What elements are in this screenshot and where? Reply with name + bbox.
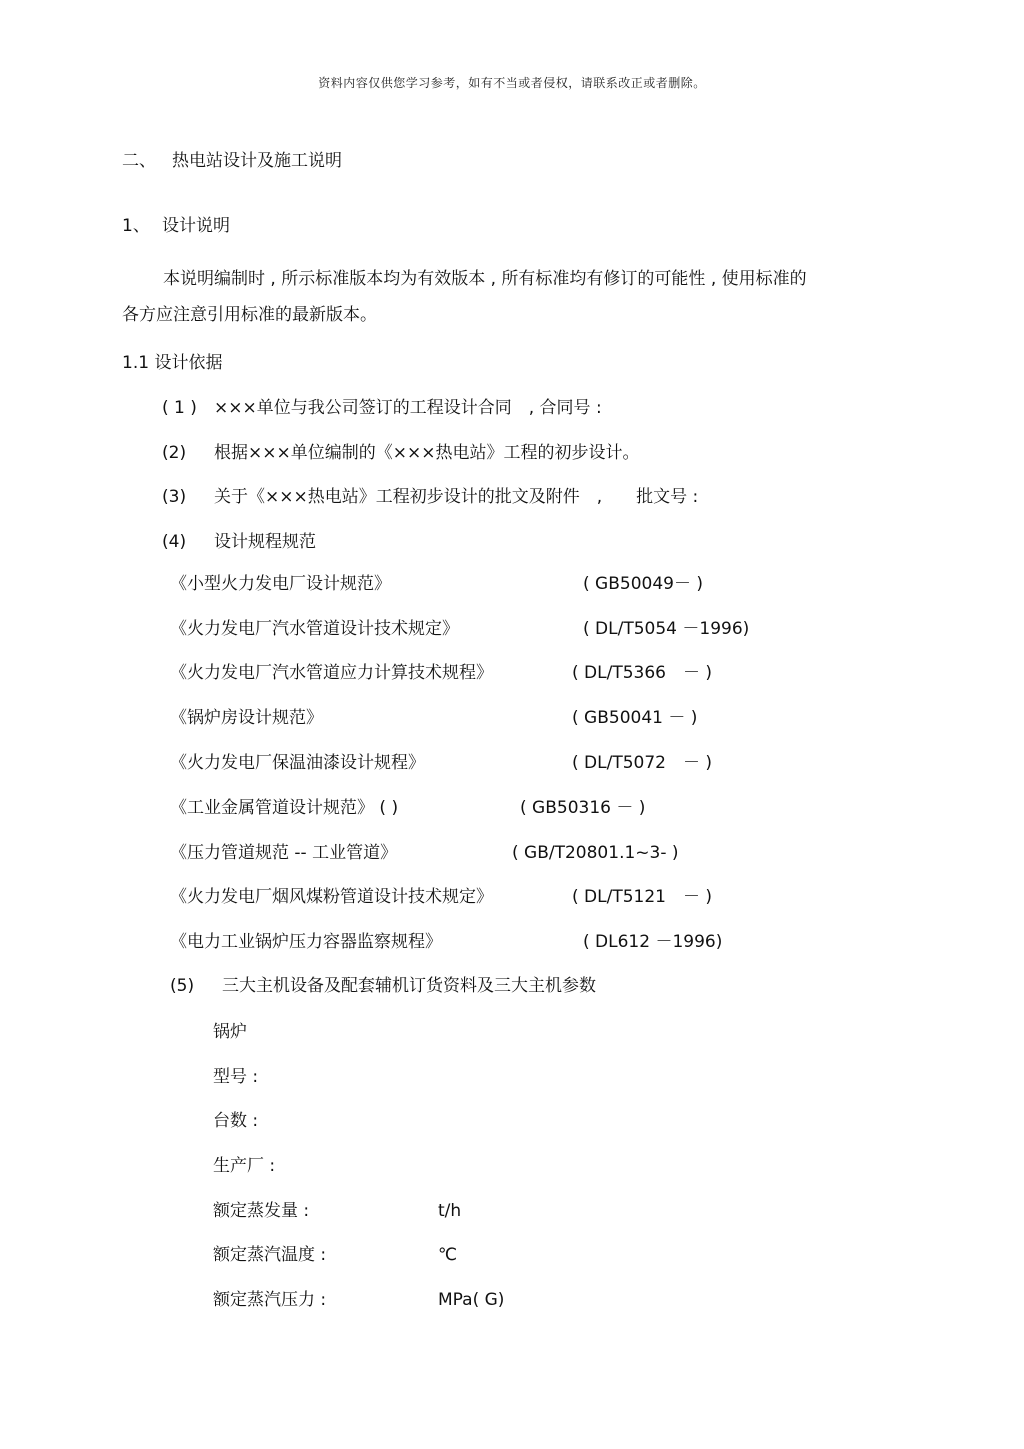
standard-code: ( GB50049－ ) [583,574,703,594]
standard-name: 《火力发电厂汽水管道设计技术规定》 [170,619,459,639]
standard-code: ( DL/T5054 －1996) [583,619,750,639]
standard-name: 《锅炉房设计规范》 [170,708,323,728]
subsection-number: 1、 [122,216,150,236]
param-label: 型号 : [213,1067,259,1087]
section-number: 二、 [122,151,156,171]
param-unit: MPa( G) [438,1290,505,1310]
section-title: 热电站设计及施工说明 [172,151,342,171]
param-label: 额定蒸发量 : [213,1201,310,1221]
intro-line-2: 各方应注意引用标准的最新版本。 [122,305,377,325]
subsection-title: 设计说明 [162,216,230,236]
basis-item [162,442,639,464]
copyright-note: 资料内容仅供您学习参考，如有不当或者侵权，请联系改正或者删除。 [318,76,706,90]
item-text: 设计规程规范 [214,532,316,552]
param-label: 生产厂 : [213,1156,276,1176]
standard-name: 《小型火力发电厂设计规范》 [170,574,391,594]
item-number: ( 1 ) [162,398,197,418]
item-number: (4) [162,532,187,552]
standard-name: 《压力管道规范 -- 工业管道》 [170,843,398,863]
standard-code: ( DL/T5072 － ) [572,753,713,773]
subsection-heading [122,215,230,237]
basis-item [162,531,316,553]
param-unit: ℃ [438,1245,458,1265]
standard-name: 《火力发电厂汽水管道应力计算技术规程》 [170,663,493,683]
boiler-title: 锅炉 [213,1022,247,1042]
param-label: 额定蒸汽压力 : [213,1290,327,1310]
item-number: (3) [162,487,187,507]
standard-code: ( DL/T5121 － ) [572,887,713,907]
standard-code: ( GB/T20801.1~3- ) [512,843,679,863]
standard-code: ( DL/T5366 － ) [572,663,713,683]
item-text: ×××单位与我公司签订的工程设计合同 , 合同号 : [214,398,602,418]
standard-code: ( DL612 －1996) [583,932,723,952]
param-label: 台数 : [213,1111,259,1131]
section-heading [122,150,342,172]
item-number: (2) [162,443,187,463]
basis-heading: 1.1 设计依据 [122,353,223,373]
standard-name: 《工业金属管道设计规范》 ( ) [170,798,399,818]
standard-name: 《火力发电厂保温油漆设计规程》 [170,753,425,773]
item-number: (5) [170,976,195,996]
item-text: 三大主机设备及配套辅机订货资料及三大主机参数 [222,976,596,996]
basis-item [162,397,602,419]
intro-line-1: 本说明编制时 , 所示标准版本均为有效版本 , 所有标准均有修订的可能性 , 使用标准的 [163,269,807,289]
param-label: 额定蒸汽温度 : [213,1245,327,1265]
param-unit: t/h [438,1201,462,1221]
basis-item [170,975,596,997]
standard-name: 《电力工业锅炉压力容器监察规程》 [170,932,442,952]
standard-name: 《火力发电厂烟风煤粉管道设计技术规定》 [170,887,493,907]
basis-item [162,486,698,508]
item-text: 关于《×××热电站》工程初步设计的批文及附件 , 批文号 : [214,487,699,507]
item-text: 根据×××单位编制的《×××热电站》工程的初步设计。 [214,443,640,463]
standard-code: ( GB50041 － ) [572,708,698,728]
standard-code: ( GB50316 － ) [520,798,646,818]
